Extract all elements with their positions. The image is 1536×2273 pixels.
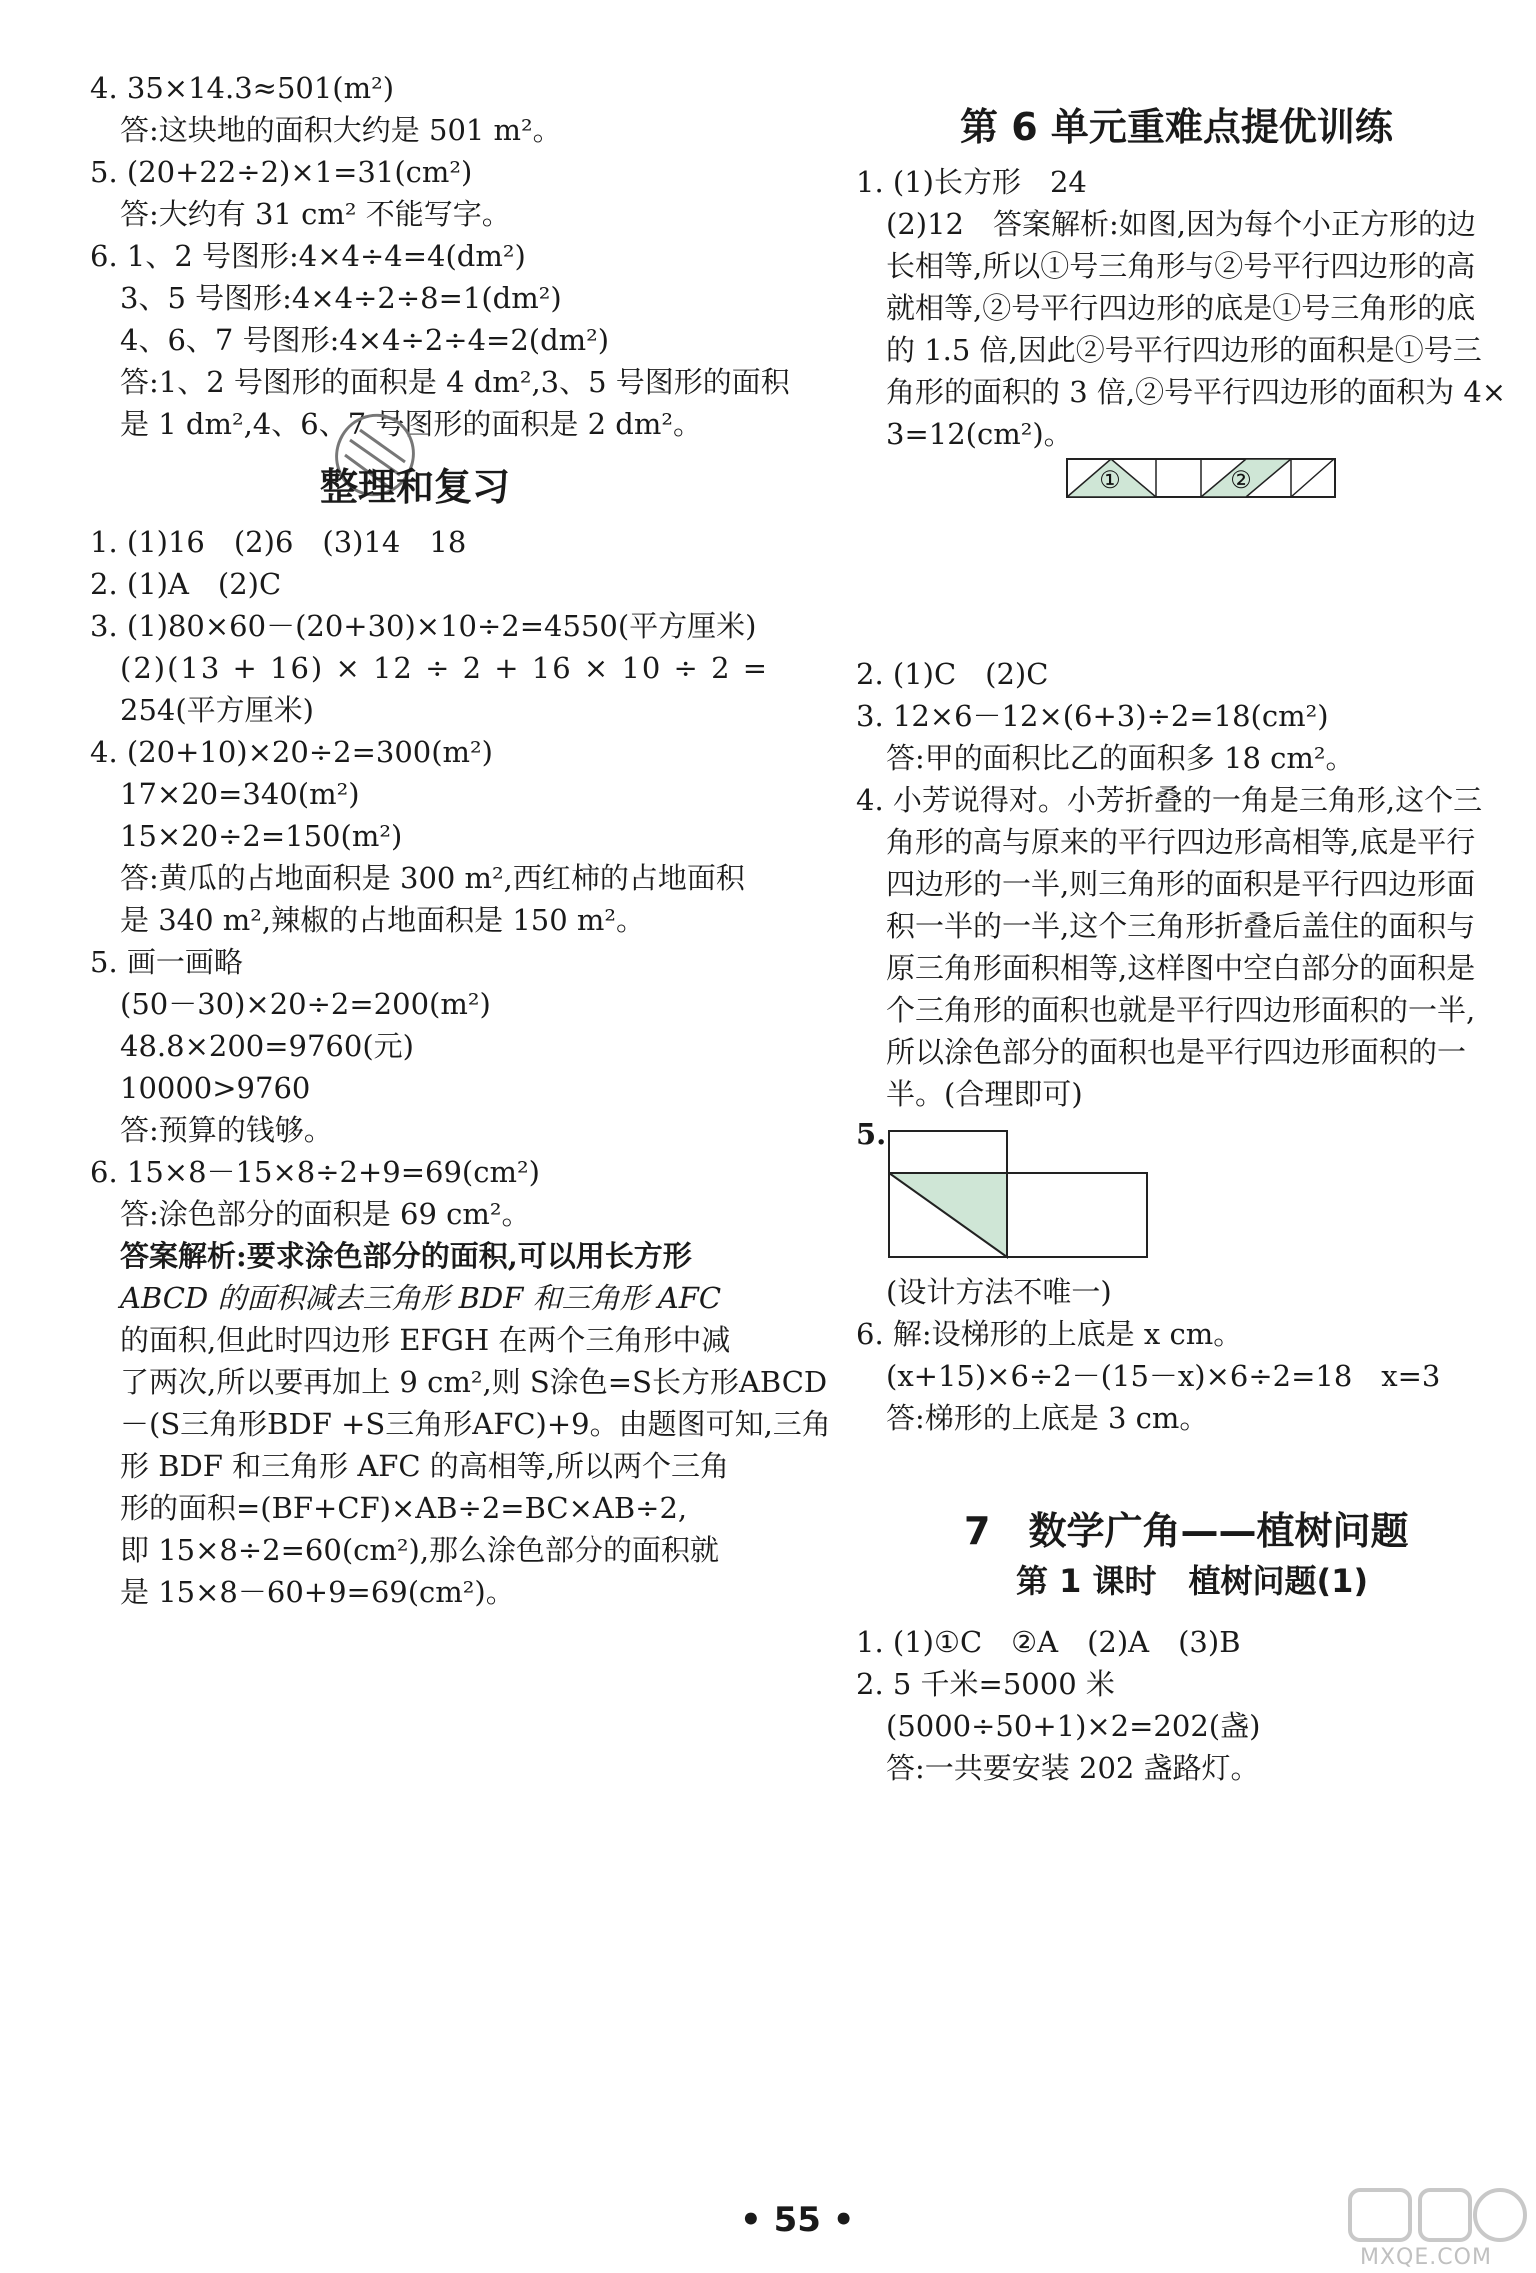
explanation-line: 的 1.5 倍,因此②号平行四边形的面积是①号三 bbox=[886, 333, 1482, 367]
answer-line: 答:1、2 号图形的面积是 4 dm²,3、5 号图形的面积 bbox=[120, 365, 790, 399]
answer-line: 2. 5 千米=5000 米 bbox=[856, 1667, 1115, 1701]
answer-line: 个三角形的面积也就是平行四边形面积的一半, bbox=[886, 993, 1476, 1027]
explanation-line: (2)12 答案解析:如图,因为每个小正方形的边 bbox=[886, 207, 1476, 241]
page-number: • 55 • bbox=[740, 2200, 855, 2240]
answer-line: 四边形的一半,则三角形的面积是平行四边形面 bbox=[886, 867, 1476, 901]
explanation-line: ABCD 的面积减去三角形 BDF 和三角形 AFC bbox=[120, 1281, 722, 1315]
explanation-line: 了两次,所以要再加上 9 cm²,则 S涂色=S长方形ABCD bbox=[120, 1365, 828, 1399]
lesson-title: 第 1 课时 植树问题(1) bbox=[1016, 1562, 1369, 1600]
question-number: 5. bbox=[856, 1117, 887, 1151]
answer-line: 答:甲的面积比乙的面积多 18 cm²。 bbox=[886, 741, 1355, 775]
answer-line: 答:涂色部分的面积是 69 cm²。 bbox=[120, 1197, 531, 1231]
section-title: 整理和复习 bbox=[319, 465, 510, 509]
grid-figure bbox=[1066, 458, 1336, 500]
answer-line: 答:大约有 31 cm² 不能写字。 bbox=[120, 197, 511, 231]
explanation-line: 即 15×8÷2=60(cm²),那么涂色部分的面积就 bbox=[120, 1533, 720, 1567]
answer-line: 答:一共要安装 202 盏路灯。 bbox=[886, 1751, 1260, 1785]
explanation-line: 是 15×8－60+9=69(cm²)。 bbox=[120, 1575, 515, 1609]
answer-line: 是 1 dm²,4、6、7 号图形的面积是 2 dm²。 bbox=[120, 407, 702, 441]
explanation-line: 就相等,②号平行四边形的底是①号三角形的底 bbox=[886, 291, 1476, 325]
right-column bbox=[830, 0, 1536, 2273]
answer-line: 半。(合理即可) bbox=[886, 1077, 1083, 1111]
answer-line: 4. 35×14.3≈501(m²) bbox=[90, 71, 395, 105]
answer-line: 48.8×200=9760(元) bbox=[120, 1029, 414, 1063]
design-figure bbox=[888, 1130, 1148, 1260]
answer-line: 答:梯形的上底是 3 cm。 bbox=[886, 1401, 1209, 1435]
answer-line: 原三角形面积相等,这样图中空白部分的面积是 bbox=[886, 951, 1476, 985]
answer-line: 角形的高与原来的平行四边形高相等,底是平行 bbox=[886, 825, 1476, 859]
answer-line: 6. 1、2 号图形:4×4÷4=4(dm²) bbox=[90, 239, 526, 273]
answer-line: (x+15)×6÷2－(15－x)×6÷2=18 x=3 bbox=[886, 1359, 1441, 1393]
answer-line: 1. (1)16 (2)6 (3)14 18 bbox=[90, 525, 467, 559]
explanation-line: 形的面积=(BF+CF)×AB÷2=BC×AB÷2, bbox=[120, 1491, 688, 1525]
explanation-line: 形 BDF 和三角形 AFC 的高相等,所以两个三角 bbox=[120, 1449, 730, 1483]
explanation-line: 长相等,所以①号三角形与②号平行四边形的高 bbox=[886, 249, 1476, 283]
answer-line: 所以涂色部分的面积也是平行四边形面积的一 bbox=[886, 1035, 1467, 1069]
answer-line: (5000÷50+1)×2=202(盏) bbox=[886, 1709, 1261, 1743]
answer-line: 3、5 号图形:4×4÷2÷8=1(dm²) bbox=[120, 281, 562, 315]
answer-line: 3. 12×6－12×(6+3)÷2=18(cm²) bbox=[856, 699, 1329, 733]
watermark-text: MXQE.COM bbox=[1360, 2245, 1492, 2270]
fig-label-1: ① bbox=[1099, 466, 1121, 494]
answer-line: 1. (1)①C ②A (2)A (3)B bbox=[856, 1625, 1241, 1659]
chapter-title: 7 数学广角——植树问题 bbox=[964, 1509, 1409, 1553]
answer-line: 5. (20+22÷2)×1=31(cm²) bbox=[90, 155, 473, 189]
answer-line: 4. (20+10)×20÷2=300(m²) bbox=[90, 735, 493, 769]
answer-line: 2. (1)C (2)C bbox=[856, 657, 1049, 691]
explanation-line: 的面积,但此时四边形 EFGH 在两个三角形中减 bbox=[120, 1323, 731, 1357]
answer-line: (2)(13 + 16) × 12 ÷ 2 + 16 × 10 ÷ 2 = bbox=[120, 651, 770, 685]
explanation-line: 3=12(cm²)。 bbox=[886, 417, 1073, 451]
answer-line: 答:预算的钱够。 bbox=[120, 1113, 333, 1147]
answer-line: (50－30)×20÷2=200(m²) bbox=[120, 987, 491, 1021]
answer-line: 15×20÷2=150(m²) bbox=[120, 819, 403, 853]
section-title: 第 6 单元重难点提优训练 bbox=[960, 105, 1393, 149]
answer-line: 1. (1)长方形 24 bbox=[856, 165, 1087, 199]
answer-line: 2. (1)A (2)C bbox=[90, 567, 282, 601]
answer-line: 4. 小芳说得对。小芳折叠的一角是三角形,这个三 bbox=[856, 783, 1483, 817]
answer-line: 5. 画一画略 bbox=[90, 945, 243, 979]
fig-label-2: ② bbox=[1230, 466, 1252, 494]
answer-line: 答:黄瓜的占地面积是 300 m²,西红柿的占地面积 bbox=[120, 861, 745, 895]
answer-line: 254(平方厘米) bbox=[120, 693, 314, 727]
answer-line: 4、6、7 号图形:4×4÷2÷4=2(dm²) bbox=[120, 323, 610, 357]
answer-line: 积一半的一半,这个三角形折叠后盖住的面积与 bbox=[886, 909, 1476, 943]
answer-line: 10000>9760 bbox=[120, 1071, 311, 1105]
answer-line: 3. (1)80×60－(20+30)×10÷2=4550(平方厘米) bbox=[90, 609, 757, 643]
answer-line: (设计方法不唯一) bbox=[886, 1275, 1112, 1309]
answer-line: 答:这块地的面积大约是 501 m²。 bbox=[120, 113, 562, 147]
answer-line: 是 340 m²,辣椒的占地面积是 150 m²。 bbox=[120, 903, 646, 937]
answer-line: 6. 解:设梯形的上底是 x cm。 bbox=[856, 1317, 1243, 1351]
explanation-line: －(S三角形BDF +S三角形AFC)+9。由题图可知,三角 bbox=[120, 1407, 831, 1441]
answer-line: 17×20=340(m²) bbox=[120, 777, 360, 811]
explanation-line: 答案解析:要求涂色部分的面积,可以用长方形 bbox=[120, 1239, 692, 1273]
answer-line: 6. 15×8－15×8÷2+9=69(cm²) bbox=[90, 1155, 540, 1189]
explanation-line: 角形的面积的 3 倍,②号平行四边形的面积为 4× bbox=[886, 375, 1507, 409]
